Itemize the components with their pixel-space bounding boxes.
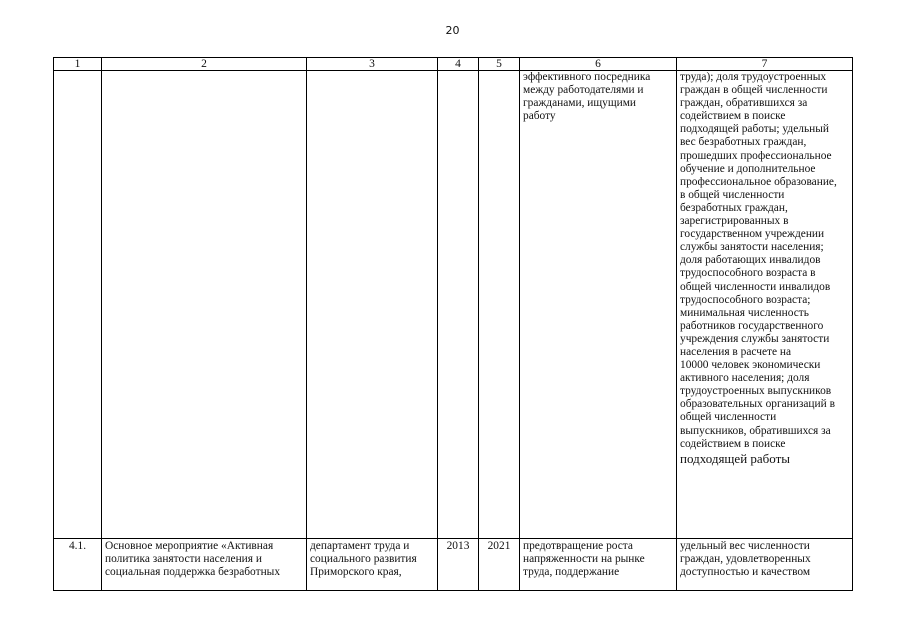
text-line: работу: [523, 110, 556, 123]
expected-result-cell: [520, 539, 677, 591]
text-line: эффективного посредника: [523, 71, 651, 83]
text-line: труда); доля трудоустроенных: [680, 71, 827, 83]
executor-cell: [307, 539, 438, 591]
text-line: Приморского края,: [310, 566, 402, 579]
text-line: минимальная численность: [680, 306, 809, 319]
table-cell: [438, 71, 479, 539]
text-line: труда, поддержание: [523, 566, 620, 579]
text-line: политика занятости населения и: [105, 553, 262, 566]
text-line: граждан, удовлетворенных: [680, 553, 811, 566]
table-cell: [307, 71, 438, 539]
column-header: 2: [102, 58, 307, 71]
item-number-cell: 4.1.: [54, 539, 102, 591]
text-line: содействием в поиске: [680, 437, 786, 450]
table-cell: [54, 71, 102, 539]
start-year-cell: 2013: [438, 539, 479, 591]
column-header: 7: [677, 58, 853, 71]
text-line: напряженности на рынке: [523, 553, 645, 566]
text-line: трудоустроенных выпускников: [680, 385, 832, 398]
column-header: 4: [438, 58, 479, 71]
column-header: 6: [520, 58, 677, 71]
text-line: граждан в общей численности: [680, 84, 828, 97]
text-line: департамент труда и: [310, 540, 410, 552]
column-number-row: [54, 58, 853, 71]
text-line: общей численности инвалидов: [680, 280, 831, 293]
text-line: 10000 человек экономически: [680, 359, 821, 372]
expected-result-cell: [520, 71, 677, 539]
column-header: 3: [307, 58, 438, 71]
end-year-cell: 2021: [479, 539, 520, 591]
text-line: социального развития: [310, 553, 417, 566]
text-line: гражданами, ищущими: [523, 97, 637, 110]
text-line: работников государственного: [680, 319, 824, 332]
text-line: вес безработных граждан,: [680, 136, 807, 149]
text-line: общей численности: [680, 411, 777, 424]
measures-table: [53, 57, 853, 591]
text-line: Основное мероприятие «Активная: [105, 540, 274, 552]
text-line: активного населения; доля: [680, 372, 810, 385]
table-row: [54, 539, 853, 591]
text-line: доля работающих инвалидов: [680, 254, 821, 267]
text-line: безработных граждан,: [680, 201, 788, 214]
text-line: предотвращение роста: [523, 540, 633, 552]
text-line: подходящей работы: [680, 450, 791, 466]
text-line: государственном учреждении: [680, 228, 825, 241]
text-line: между работодателями и: [523, 84, 644, 97]
text-line: социальная поддержка безработных: [105, 566, 281, 579]
text-line: образовательных организаций в: [680, 398, 835, 411]
text-line: учреждения службы занятости: [680, 332, 830, 345]
text-line: удельный вес численности: [680, 540, 810, 552]
column-header: 1: [54, 58, 102, 71]
text-line: обучение и дополнительное: [680, 162, 816, 175]
text-line: службы занятости населения;: [680, 241, 824, 254]
text-line: подходящей работы; удельный: [680, 123, 829, 136]
text-line: трудоспособного возраста;: [680, 293, 811, 306]
text-line: доступностью и качеством: [680, 566, 811, 579]
text-line: профессиональное образование,: [680, 175, 837, 188]
measure-name-cell: [102, 539, 307, 591]
indicators-cell: [677, 71, 853, 539]
indicators-cell: [677, 539, 853, 591]
page-number: 20: [445, 24, 460, 37]
table-row: [54, 71, 853, 539]
text-line: зарегистрированных в: [680, 215, 789, 228]
text-line: населения в расчете на: [680, 345, 792, 358]
text-line: выпускников, обратившихся за: [680, 424, 831, 437]
column-header: 5: [479, 58, 520, 71]
table-cell: [479, 71, 520, 539]
table-cell: [102, 71, 307, 539]
text-line: трудоспособного возраста в: [680, 267, 816, 280]
text-line: граждан, обратившихся за: [680, 97, 808, 110]
text-line: в общей численности: [680, 188, 785, 201]
text-line: содействием в поиске: [680, 110, 786, 123]
text-line: прошедших профессиональное: [680, 149, 832, 162]
